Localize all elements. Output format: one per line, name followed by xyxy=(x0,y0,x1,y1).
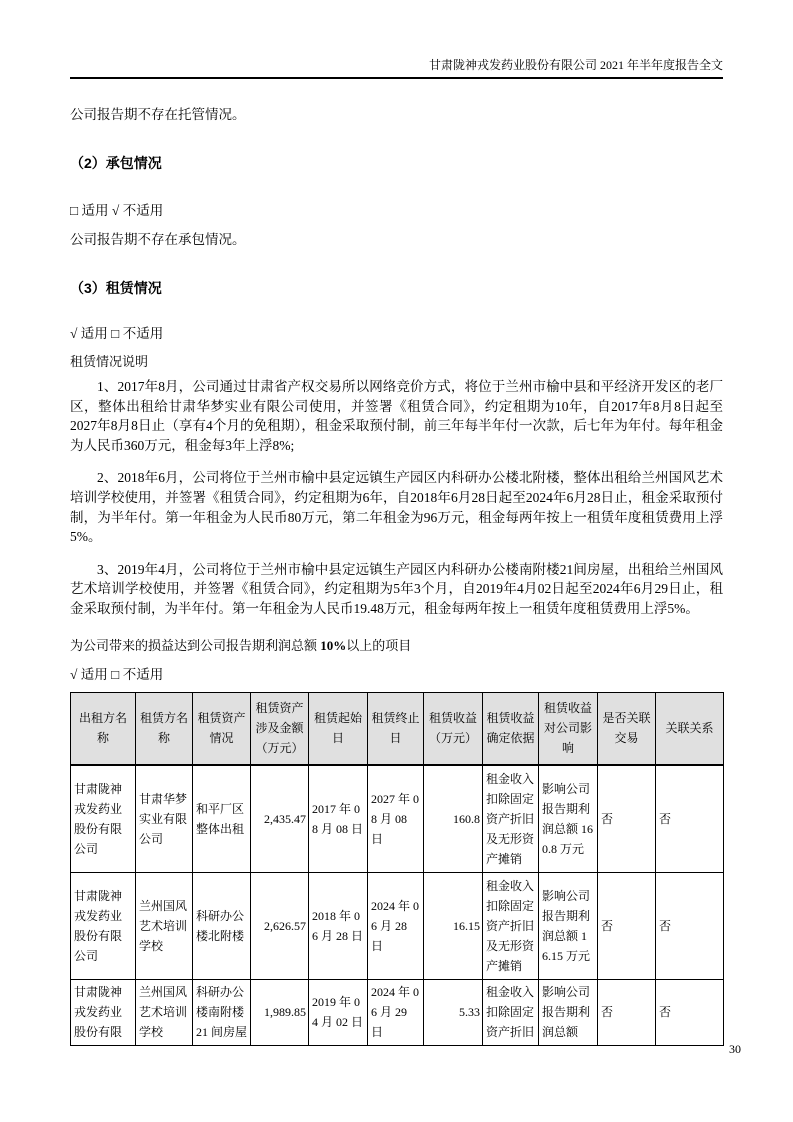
cell-start-date: 2017 年 08 月 08 日 xyxy=(309,765,368,872)
cell-start-date: 2018 年 06 月 28 日 xyxy=(309,872,368,979)
col-header-relationship: 关联关系 xyxy=(656,692,724,765)
col-header-asset: 租赁资产情况 xyxy=(193,692,251,765)
cell-amount: 1,989.85 xyxy=(251,979,309,1045)
cell-impact: 影响公司报告期利润总额 160.8 万元 xyxy=(539,765,598,872)
col-header-impact: 租赁收益对公司影响 xyxy=(539,692,598,765)
cell-amount: 2,626.57 xyxy=(251,872,309,979)
cell-income-basis: 租金收入扣除固定资产折旧及无形资产摊销 xyxy=(483,872,539,979)
leasing-applicability-line: √ 适用 □ 不适用 xyxy=(70,326,164,341)
lease-paragraph-3: 3、2019年4月，公司将位于兰州市榆中县定远镇生产园区内科研办公楼南附楼21间房屋，出租给兰州国风艺术培训学校使用，并签署《租赁合同》，约定租期为5年3个月，自2019年4月02日起至2024年6月29日止，租金采取预付制，为半年付。第一年租金为人民币19.48万元，租金每两年按上一租赁年度租赁费用上浮5%。 xyxy=(70,561,723,616)
cell-related-transaction: 否 xyxy=(598,765,656,872)
cell-lessee: 甘肃华梦实业有限公司 xyxy=(136,765,193,872)
contracting-note: 公司报告期不存在承包情况。 xyxy=(70,232,246,247)
cell-lessor: 甘肃陇神戎发药业股份有限 xyxy=(71,979,136,1045)
cell-income: 160.8 xyxy=(424,765,483,872)
col-header-start-date: 租赁起始日 xyxy=(309,692,368,765)
col-header-income: 租赁收益（万元） xyxy=(424,692,483,765)
profit-applicability-line: √ 适用 □ 不适用 xyxy=(70,666,164,682)
cell-asset: 和平厂区整体出租 xyxy=(193,765,251,872)
cell-lessee: 兰州国风艺术培训学校 xyxy=(136,872,193,979)
col-header-lessee: 租赁方名称 xyxy=(136,692,193,765)
section-heading-leasing: （3）租赁情况 xyxy=(70,280,162,296)
col-header-related-transaction: 是否关联交易 xyxy=(598,692,656,765)
col-header-amount: 租赁资产涉及金额（万元） xyxy=(251,692,309,765)
cell-relationship: 否 xyxy=(656,979,724,1045)
cell-income-basis: 租金收入扣除固定资产折旧及无形资产摊销 xyxy=(483,765,539,872)
document-header-title: 甘肃陇神戎发药业股份有限公司 2021 年半年度报告全文 xyxy=(70,56,723,79)
cell-income: 5.33 xyxy=(424,979,483,1045)
table-row xyxy=(71,979,724,1045)
profit-note-suffix: 以上的项目 xyxy=(346,637,412,653)
cell-asset: 科研办公楼南附楼 21 间房屋 xyxy=(193,979,251,1045)
cell-income-basis: 租金收入扣除固定资产折旧 xyxy=(483,979,539,1045)
lease-paragraph-1: 1、2017年8月，公司通过甘肃省产权交易所以网络竞价方式，将位于兰州市榆中县和平经济开发区的老厂区，整体出租给甘肃华梦实业有限公司使用，并签署《租赁合同》，约定租期为10年，自2017年8月8日起至2027年8月8日止（享有4个月的免租期），租金采取预付制，前三年每半年付一次款，后七年为年付。每年租金为人民币360万元，租金每3年上浮8%; xyxy=(70,379,723,453)
profit-note-highlight: 10% xyxy=(320,637,347,653)
page-content xyxy=(70,56,723,1046)
cell-relationship: 否 xyxy=(656,765,724,872)
cell-amount: 2,435.47 xyxy=(251,765,309,872)
cell-end-date: 2027 年 08 月 08 日 xyxy=(368,765,424,872)
leasing-description-label: 租赁情况说明 xyxy=(70,354,149,369)
cell-end-date: 2024 年 06 月 29 日 xyxy=(368,979,424,1045)
table-header-row xyxy=(71,692,724,765)
cell-lessor: 甘肃陇神戎发药业股份有限公司 xyxy=(71,765,136,872)
cell-impact: 影响公司报告期利润总额 xyxy=(539,979,598,1045)
cell-start-date: 2019 年 04 月 02 日 xyxy=(309,979,368,1045)
cell-lessee: 兰州国风艺术培训学校 xyxy=(136,979,193,1045)
cell-asset: 科研办公楼北附楼 xyxy=(193,872,251,979)
cell-relationship: 否 xyxy=(656,872,724,979)
cell-related-transaction: 否 xyxy=(598,872,656,979)
cell-related-transaction: 否 xyxy=(598,979,656,1045)
col-header-income-basis: 租赁收益确定依据 xyxy=(483,692,539,765)
cell-income: 16.15 xyxy=(424,872,483,979)
cell-impact: 影响公司报告期利润总额 16.15 万元 xyxy=(539,872,598,979)
cell-end-date: 2024 年 06 月 28 日 xyxy=(368,872,424,979)
section-heading-contracting: （2）承包情况 xyxy=(70,155,162,171)
page-number: 30 xyxy=(729,1042,741,1056)
profit-threshold-note xyxy=(70,635,723,654)
lease-table xyxy=(70,692,724,1046)
cell-lessor: 甘肃陇神戎发药业股份有限公司 xyxy=(71,872,136,979)
lease-paragraph-2: 2、2018年6月，公司将位于兰州市榆中县定远镇生产园区内科研办公楼北附楼，整体出租给兰州国风艺术培训学校使用，并签署《租赁合同》，约定租期为6年，自2018年6月28日起至2024年6月28日止，租金采取预付制，为半年付。第一年租金为人民币80万元，第二年租金为96万元，租金每两年按上一租赁年度租赁费用上浮5%。 xyxy=(70,470,723,545)
custody-note: 公司报告期不存在托管情况。 xyxy=(70,107,246,122)
col-header-lessor: 出租方名称 xyxy=(71,692,136,765)
contracting-applicability-line: □ 适用 √ 不适用 xyxy=(70,203,164,218)
table-row xyxy=(71,872,724,979)
table-row xyxy=(71,765,724,872)
col-header-end-date: 租赁终止日 xyxy=(368,692,424,765)
profit-note-prefix: 为公司带来的损益达到公司报告期利润总额 xyxy=(70,637,321,653)
